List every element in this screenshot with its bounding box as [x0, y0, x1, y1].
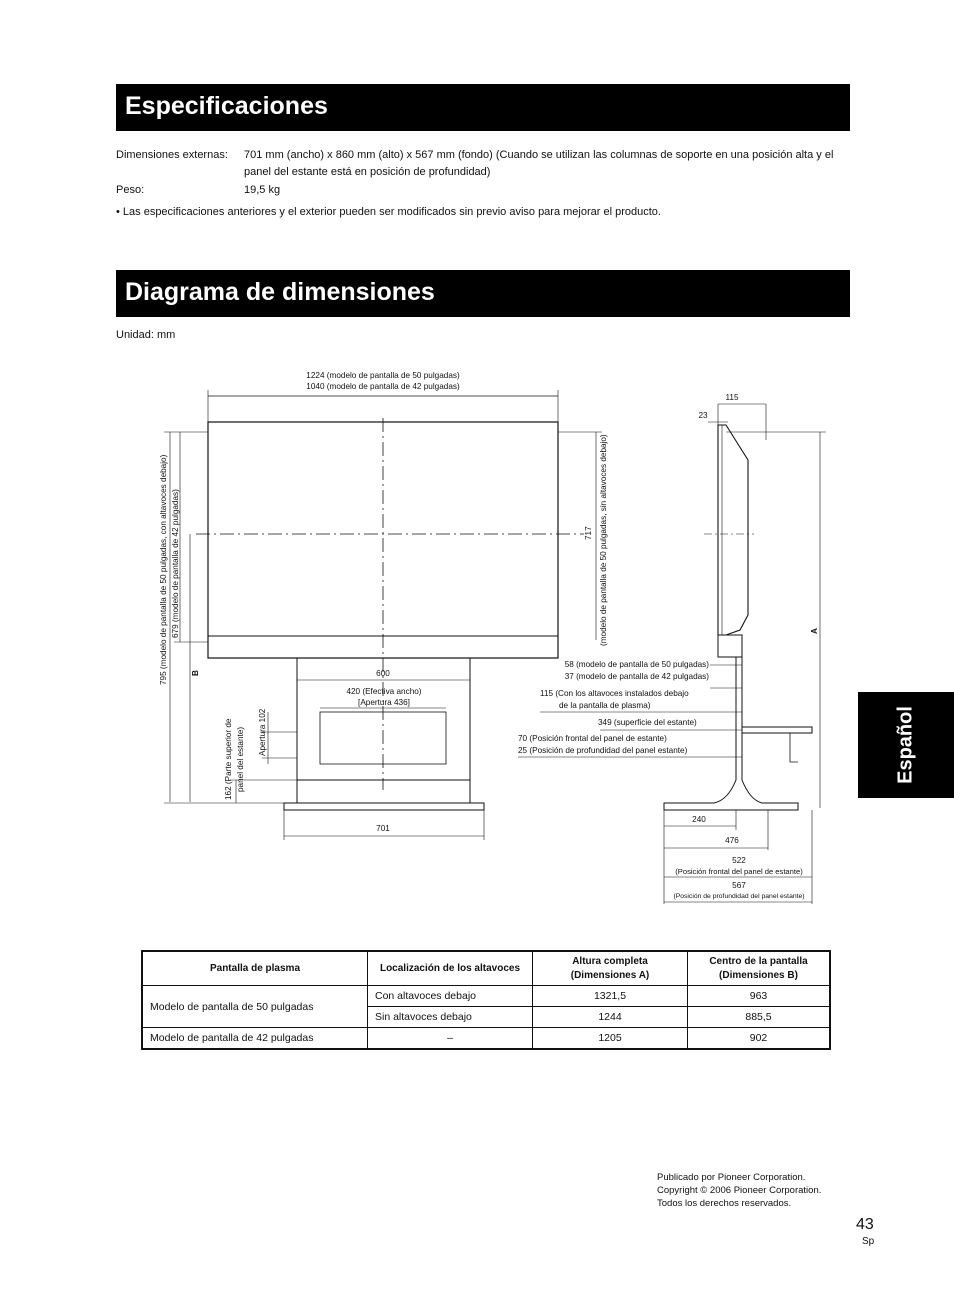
label-115a: 115 (Con los altavoces instalados debajo — [540, 689, 689, 698]
table-header: Altura completa (Dimensiones A) — [533, 951, 688, 986]
label-717-note: (modelo de pantalla de 50 pulgadas, sin altavoces debajo) — [599, 434, 608, 646]
label-70: 70 (Posición frontal del panel de estante) — [518, 734, 667, 743]
label-apertura-102: Apertura 102 — [258, 708, 267, 756]
table-row — [142, 1028, 830, 1050]
label-240: 240 — [692, 815, 706, 824]
label-701: 701 — [376, 824, 390, 833]
label-600: 600 — [376, 669, 390, 678]
table-cell-center: 902 — [688, 1028, 831, 1050]
label-476: 476 — [725, 836, 739, 845]
label-522-note: (Posición frontal del panel de estante) — [675, 867, 803, 876]
label-b: B — [191, 670, 200, 676]
spec-value: 19,5 kg — [244, 184, 281, 196]
label-37: 37 (modelo de pantalla de 42 pulgadas) — [564, 672, 709, 681]
label-162b: panel del estante) — [236, 726, 245, 792]
table-cell-location: Sin altavoces debajo — [368, 1007, 533, 1028]
table-header: Centro de la pantalla (Dimensiones B) — [688, 951, 831, 986]
table-cell-height: 1205 — [533, 1028, 688, 1050]
footer-line: Publicado por Pioneer Corporation. — [657, 1172, 806, 1183]
label-width-50: 1224 (modelo de pantalla de 50 pulgadas) — [306, 371, 460, 380]
footer-line: Todos los derechos reservados. — [657, 1198, 792, 1209]
stand-base-side — [664, 780, 798, 810]
label-25: 25 (Posición de profundidad del panel estante) — [518, 746, 688, 755]
table-cell-center: 885,5 — [688, 1007, 831, 1028]
shelf-bracket — [790, 733, 798, 762]
label-717: 717 — [584, 526, 593, 540]
dimensions-table — [141, 950, 831, 1050]
label-436: [Apertura 436] — [358, 698, 410, 707]
page-number: 43 — [856, 1216, 874, 1233]
label-567: 567 — [732, 881, 746, 890]
stand-base — [284, 803, 484, 810]
label-115b: de la pantalla de plasma) — [559, 701, 651, 710]
table-row — [142, 986, 830, 1007]
table-header: Pantalla de plasma — [142, 951, 368, 986]
publisher-footer — [657, 1171, 821, 1210]
shelf-side — [742, 727, 812, 733]
table-cell-location: – — [368, 1028, 533, 1050]
table-cell-model: Modelo de pantalla de 50 pulgadas — [142, 986, 368, 1028]
table-cell-model: Modelo de pantalla de 42 pulgadas — [142, 1028, 368, 1050]
table-cell-height: 1244 — [533, 1007, 688, 1028]
section-title: Diagrama de dimensiones — [125, 278, 435, 306]
label-58: 58 (modelo de pantalla de 50 pulgadas) — [564, 660, 709, 669]
note-text: • Las especificaciones anteriores y el exterior pueden ser modificados sin previo aviso para mejorar el producto. — [116, 206, 661, 218]
section-title: Especificaciones — [125, 92, 328, 120]
label-a: A — [810, 628, 819, 634]
table-cell-center: 963 — [688, 986, 831, 1007]
label-115-top: 115 — [725, 393, 739, 402]
label-23: 23 — [698, 411, 708, 420]
label-width-42: 1040 (modelo de pantalla de 42 pulgadas) — [306, 382, 460, 391]
label-height-50: 795 (modelo de pantalla de 50 pulgadas, con altavoces debajo) — [159, 454, 168, 685]
label-567-note: (Posición de profundidad del panel estante) — [673, 893, 805, 900]
language-tab-label: Español — [894, 706, 917, 784]
table-cell-location: Con altavoces debajo — [368, 986, 533, 1007]
label-162a: 162 (Parte superior de — [224, 718, 233, 800]
table-cell-height: 1321,5 — [533, 986, 688, 1007]
label-522: 522 — [732, 856, 746, 865]
spec-label: Peso: — [116, 184, 145, 196]
unit-label: Unidad: mm — [116, 329, 176, 341]
table-header-row — [142, 951, 830, 986]
table-header: Localización de los altavoces — [368, 951, 533, 986]
page-suffix: Sp — [862, 1236, 875, 1247]
footer-line: Copyright © 2006 Pioneer Corporation. — [657, 1185, 822, 1196]
spec-value: 701 mm (ancho) x 860 mm (alto) x 567 mm (fondo) (Cuando se utilizan las columnas de soporte en una posición alta y el panel del estante está en posición de profundidad) — [244, 149, 834, 178]
label-height-42: 679 (modelo de pantalla de 42 pulgadas) — [171, 489, 180, 638]
speaker-side — [718, 635, 742, 657]
panel-side-profile — [718, 425, 748, 635]
label-349: 349 (superficie del estante) — [598, 718, 697, 727]
label-420: 420 (Efectiva ancho) — [346, 687, 422, 696]
spec-label: Dimensiones externas: — [116, 149, 228, 161]
